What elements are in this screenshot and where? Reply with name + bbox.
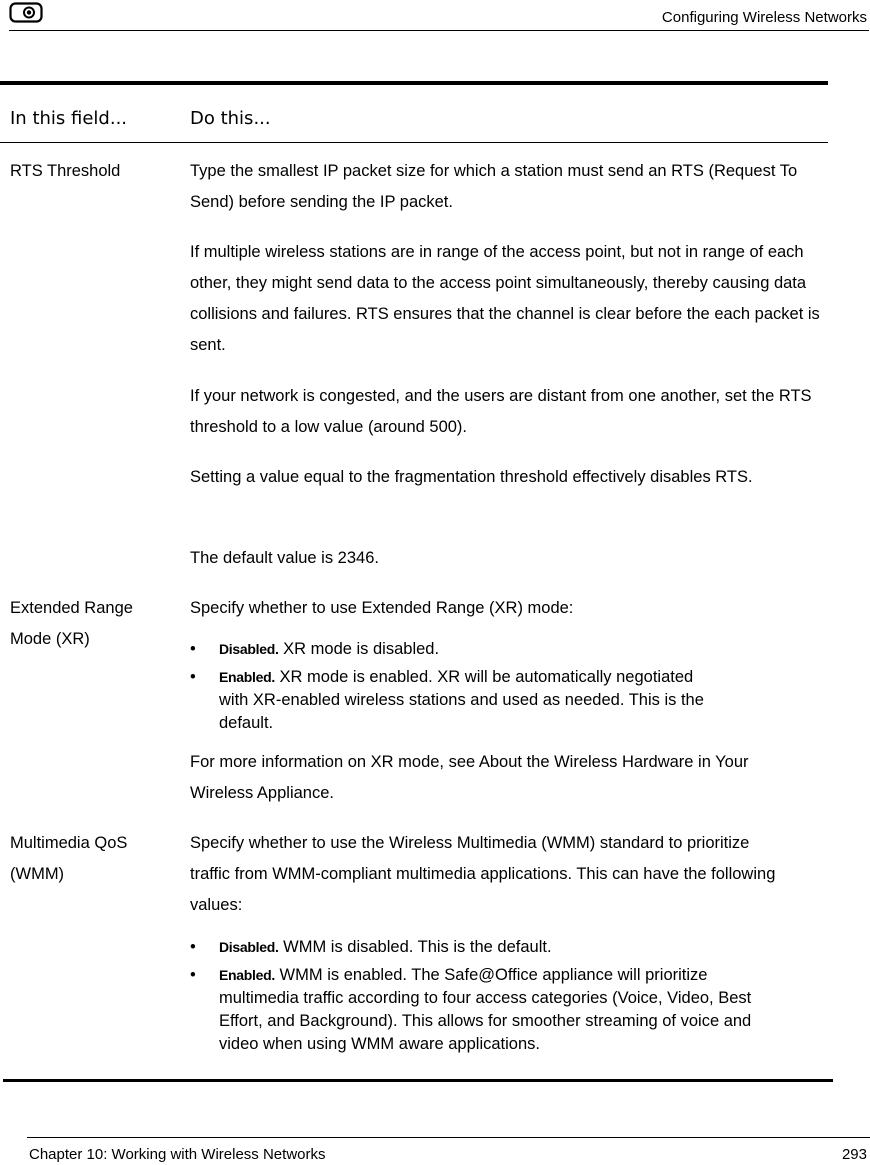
- field-extended-range-mode: Extended Range Mode (XR): [10, 599, 133, 648]
- rts-paragraph-1: Type the smallest IP packet size for which a station must send an RTS (Request To Send) before sending the IP packet.: [190, 162, 798, 211]
- column-header-action: Do this...: [190, 108, 271, 129]
- footer-divider: [27, 1137, 870, 1138]
- table-bottom-border: [3, 1079, 833, 1082]
- bullet-term: Disabled.: [219, 939, 279, 955]
- page-number: 293: [841, 1146, 867, 1163]
- footer-chapter-title: Chapter 10: Working with Wireless Networks: [29, 1146, 326, 1163]
- xr-intro: Specify whether to use Extended Range (XR) mode:: [190, 599, 574, 617]
- bullet-text: XR mode is enabled. XR will be automatically negotiated with XR-enabled wireless stations and used as needed. This is the default.: [219, 668, 704, 732]
- rts-paragraph-2: If multiple wireless stations are in range of the access point, but not in range of each other, they might send data to the access point simultaneously, thereby causing data collisions and failures. RTS ensures that the channel is clear before the each packet is sent.: [190, 243, 820, 354]
- bullet-dot-icon: •: [190, 966, 196, 984]
- rts-paragraph-3: If your network is congested, and the users are distant from one another, set the RTS threshold to a low value (around 500).: [190, 387, 812, 436]
- bullet-dot-icon: •: [190, 640, 196, 658]
- device-logo-icon: [9, 2, 43, 23]
- bullet-text: WMM is enabled. The Safe@Office appliance will prioritize multimedia traffic according to four access categories (Voice, Video, Best Effort, and Background). This allows for smoother streaming of voice and video when using WMM aware applications.: [219, 966, 752, 1053]
- bullet-text: XR mode is disabled.: [283, 640, 440, 658]
- field-multimedia-qos: Multimedia QoS (WMM): [10, 834, 128, 883]
- bullet-dot-icon: •: [190, 668, 196, 686]
- bullet-term: Enabled.: [219, 669, 275, 685]
- bullet-term: Enabled.: [219, 967, 275, 983]
- bullet-text: WMM is disabled. This is the default.: [283, 938, 552, 956]
- rts-paragraph-5: The default value is 2346.: [190, 549, 379, 567]
- wmm-intro: Specify whether to use the Wireless Multimedia (WMM) standard to prioritize traffic from WMM-compliant multimedia applications. This can have the following values:: [190, 834, 776, 914]
- table-top-border: [0, 81, 828, 85]
- rts-paragraph-4: Setting a value equal to the fragmentation threshold effectively disables RTS.: [190, 468, 753, 486]
- table-header-divider: [0, 142, 828, 143]
- column-header-field: In this field...: [10, 108, 128, 129]
- xr-outro: For more information on XR mode, see About the Wireless Hardware in Your Wireless Appliance.: [190, 753, 749, 802]
- bullet-dot-icon: •: [190, 938, 196, 956]
- field-rts-threshold: RTS Threshold: [10, 162, 121, 180]
- running-header-title: Configuring Wireless Networks: [661, 9, 867, 26]
- bullet-term: Disabled.: [219, 641, 279, 657]
- header-divider: [9, 30, 869, 31]
